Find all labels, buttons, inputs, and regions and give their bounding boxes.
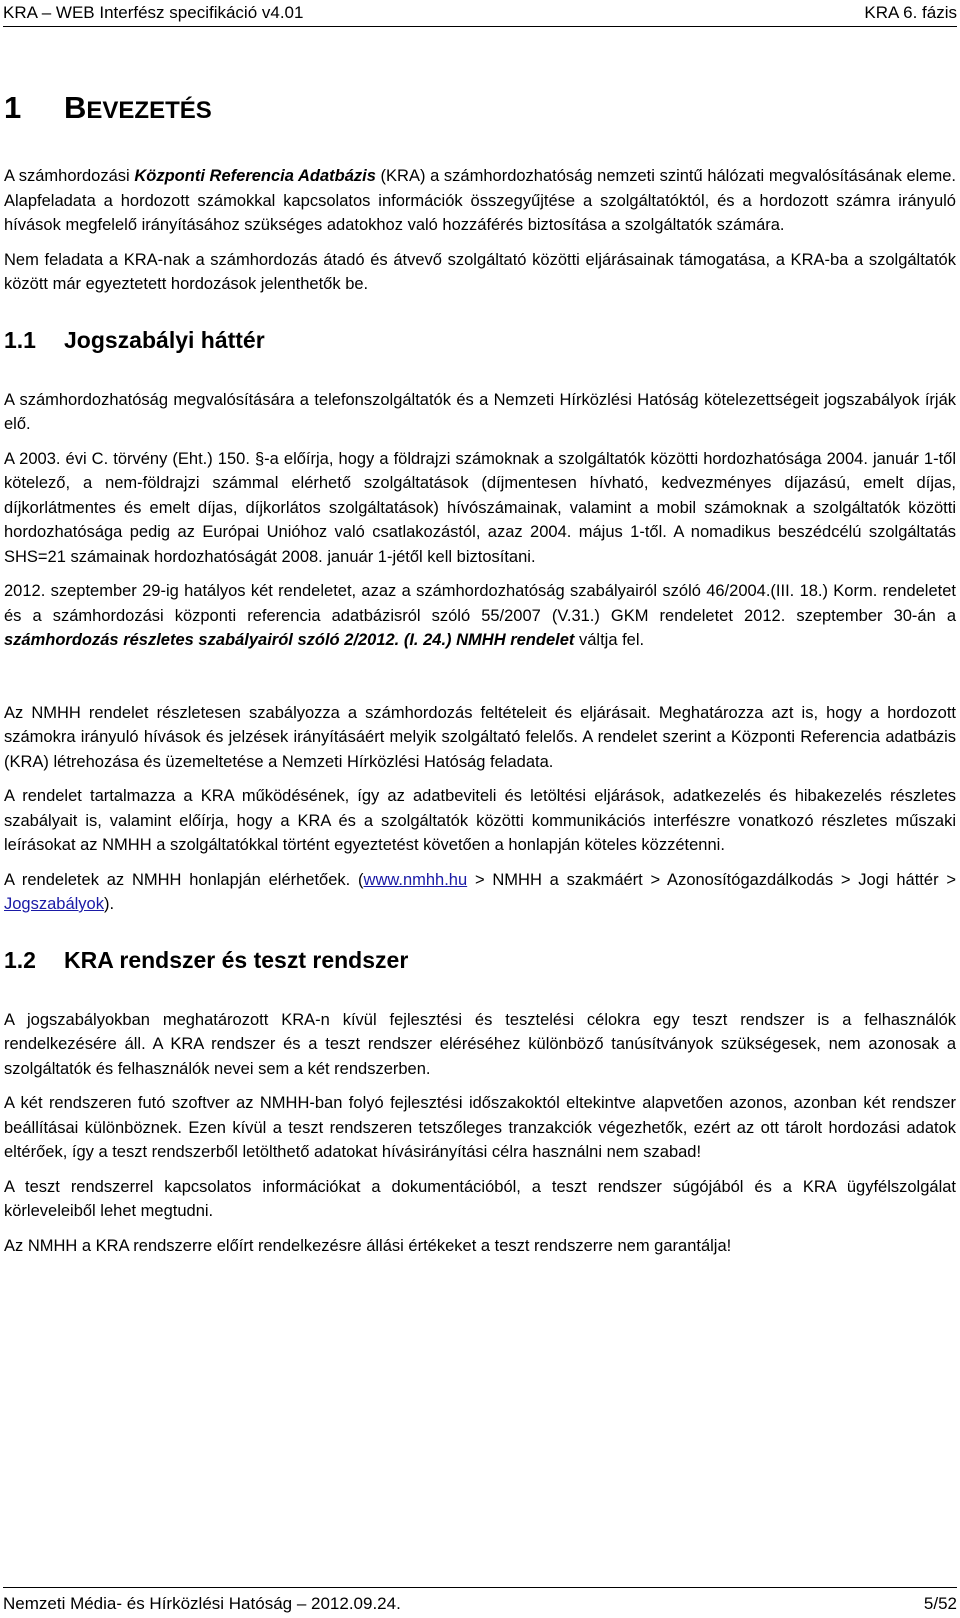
section-1-2-paragraph-2: A két rendszeren futó szoftver az NMHH-ban folyó fejlesztési időszakoktól eltekintve alapvetően azonos, azonban két rendszer beállításai különböznek. Ezen kívül a teszt rendszeren tetszőleges tranzakciók végezhetők, ezért az ott tárolt hordozási adatok eltérőek, így a teszt rendszerből letölthető adatokat hívásirányítási célra használni nem szabad! xyxy=(4,1094,956,1161)
section-1-1-paragraph-4: Az NMHH rendelet részletesen szabályozza a számhordozás feltételeit és eljárásait. Meghatározza azt is, hogy a hordozott számokra irányuló hívások és jelzések irányításáért melyik szolgáltató felelős. A rendelet szerint a Központi Referencia adatbázis (KRA) létrehozása és üzemeltetése a Nemzeti Hírközlési Hatóság feladata. xyxy=(4,703,956,771)
section-1-1-heading xyxy=(4,325,956,355)
intro-p1-text-b: (KRA) a számhordozhatóság nemzeti szintű hálózati megvalósításának eleme. Alapfeladata a hordozott számokkal kapcsolatos információk összegyűjtése a szolgáltatóktól, és a hordozott számra irányuló hívások megfelelő irányításához szükséges adatokhoz való hozzáférés biztosítása a szolgáltatók számára. xyxy=(4,167,956,234)
document-title: KRA – WEB Interfész specifikáció v4.01 xyxy=(3,3,304,22)
section-1-2-title: KRA rendszer és teszt rendszer xyxy=(64,946,409,973)
section-1-2-heading xyxy=(4,945,956,975)
kra-term: Központi Referencia Adatbázis xyxy=(134,167,376,185)
nmhh-website-link[interactable]: www.nmhh.hu xyxy=(363,870,468,889)
phase-label: KRA 6. fázis xyxy=(864,3,957,22)
chapter-number: 1 xyxy=(4,90,22,125)
intro-p1-text-a: A számhordozási xyxy=(4,167,135,185)
p3-text-b: váltja fel. xyxy=(574,631,645,649)
intro-paragraph-2: Nem feladata a KRA-nak a számhordozás átadó és átvevő szolgáltató közötti eljárásainak támogatása, a KRA-ba a szolgáltatók között már egyeztetett hordozások jelenthetők be. xyxy=(4,250,956,293)
section-1-1-paragraph-1: A számhordozhatóság megvalósítására a telefonszolgáltatók és a Nemzeti Hírközlési Hatóság kötelezettségeit jogszabályok írják elő. xyxy=(4,390,956,433)
section-1-1-paragraph-6 xyxy=(4,868,956,917)
section-1-2-paragraph-1: A jogszabályokban meghatározott KRA-n kívül fejlesztési és tesztelési célokra egy teszt rendszer is a felhasználók rendelkezésére áll. A KRA rendszer és a teszt rendszer eléréséhez különböző tanúsítványok szükségesek, nem azonosak a szolgáltatók és felhasználók nevei sem a két rendszerben. xyxy=(4,1010,956,1078)
nmhh-regulation-term: számhordozás részletes szabályairól szóló 2/2012. (I. 24.) NMHH rendelet xyxy=(4,631,575,649)
legislation-link[interactable]: Jogszabályok xyxy=(4,895,104,913)
section-1-2-paragraph-3: A teszt rendszerrel kapcsolatos információkat a dokumentációból, a teszt rendszer súgójából és a KRA ügyfélszolgálat körleveleiből lehet megtudni. xyxy=(4,1177,956,1220)
section-1-2-number: 1.2 xyxy=(4,946,36,973)
section-1-1-paragraph-3 xyxy=(4,579,956,653)
chapter-heading xyxy=(4,88,956,131)
p6-text-a: A rendeletek az NMHH honlapján elérhetőek. ( xyxy=(4,870,364,889)
intro-paragraph-1 xyxy=(4,164,956,238)
section-1-1-paragraph-5: A rendelet tartalmazza a KRA működésének, így az adatbeviteli és letöltési eljárások, adatkezelés és hibakezelés részletes szabályait is, valamint előírja, hogy a KRA és a szolgáltatók közötti kommunikációs interfészre vonatkozó részletes műszaki leírásokat az NMHH a szolgáltatókkal történt egyeztetést követően a honlapján köteles közzétenni. xyxy=(4,787,956,854)
p6-text-c: ). xyxy=(103,895,115,913)
footer-organization-date: Nemzeti Média- és Hírközlési Hatóság – 2012.09.24. xyxy=(3,1594,401,1613)
p3-text-a: 2012. szeptember 29-ig hatályos két rendeletet, azaz a számhordozhatóság szabályairól szóló 46/2004.(III. 18.) Korm. rendeletet és a számhordozási központi referencia adatbázisról szóló 55/2007 (V.31.) GKM rendeletet 2012. szeptember 30-án a xyxy=(4,582,956,625)
p6-text-b: > NMHH a szakmáért > Azonosítógazdálkodás > Jogi háttér > xyxy=(467,870,956,889)
page-number: 5/52 xyxy=(923,1594,957,1613)
section-1-1-paragraph-2: A 2003. évi C. törvény (Eht.) 150. §-a előírja, hogy a földrajzi számoknak a szolgáltatók közötti hordozhatósága 2004. január 1-től kötelező, a nem-földrajzi számmal elérhető szolgáltatások (díjmentesen hívható, kedvezményes díjazású, emelt díjas, díjkorlátmentes és emelt díjas, díjkorlátos szolgáltatások) hívószámainak, valamint a mobil számoknak a szolgáltatók közötti hordozhatósága pedig az Európai Unióhoz való csatlakozástól, azaz 2004. május 1-től. A nomadikus beszédcélú szolgáltatás SHS=21 számainak hordozhatóságát 2008. január 1-jétől kell biztosítani. xyxy=(4,449,956,566)
page-header xyxy=(3,0,957,27)
section-1-2-paragraph-4: Az NMHH a KRA rendszerre előírt rendelkezésre állási értékeket a teszt rendszerre nem garantálja! xyxy=(4,1236,732,1255)
page-content xyxy=(4,60,956,1258)
page-footer xyxy=(3,1587,957,1616)
chapter-title-initial: B xyxy=(64,90,87,125)
section-1-1-number: 1.1 xyxy=(4,326,36,353)
chapter-title-rest: EVEZETÉS xyxy=(86,97,212,124)
section-1-1-title: Jogszabályi háttér xyxy=(64,326,265,353)
